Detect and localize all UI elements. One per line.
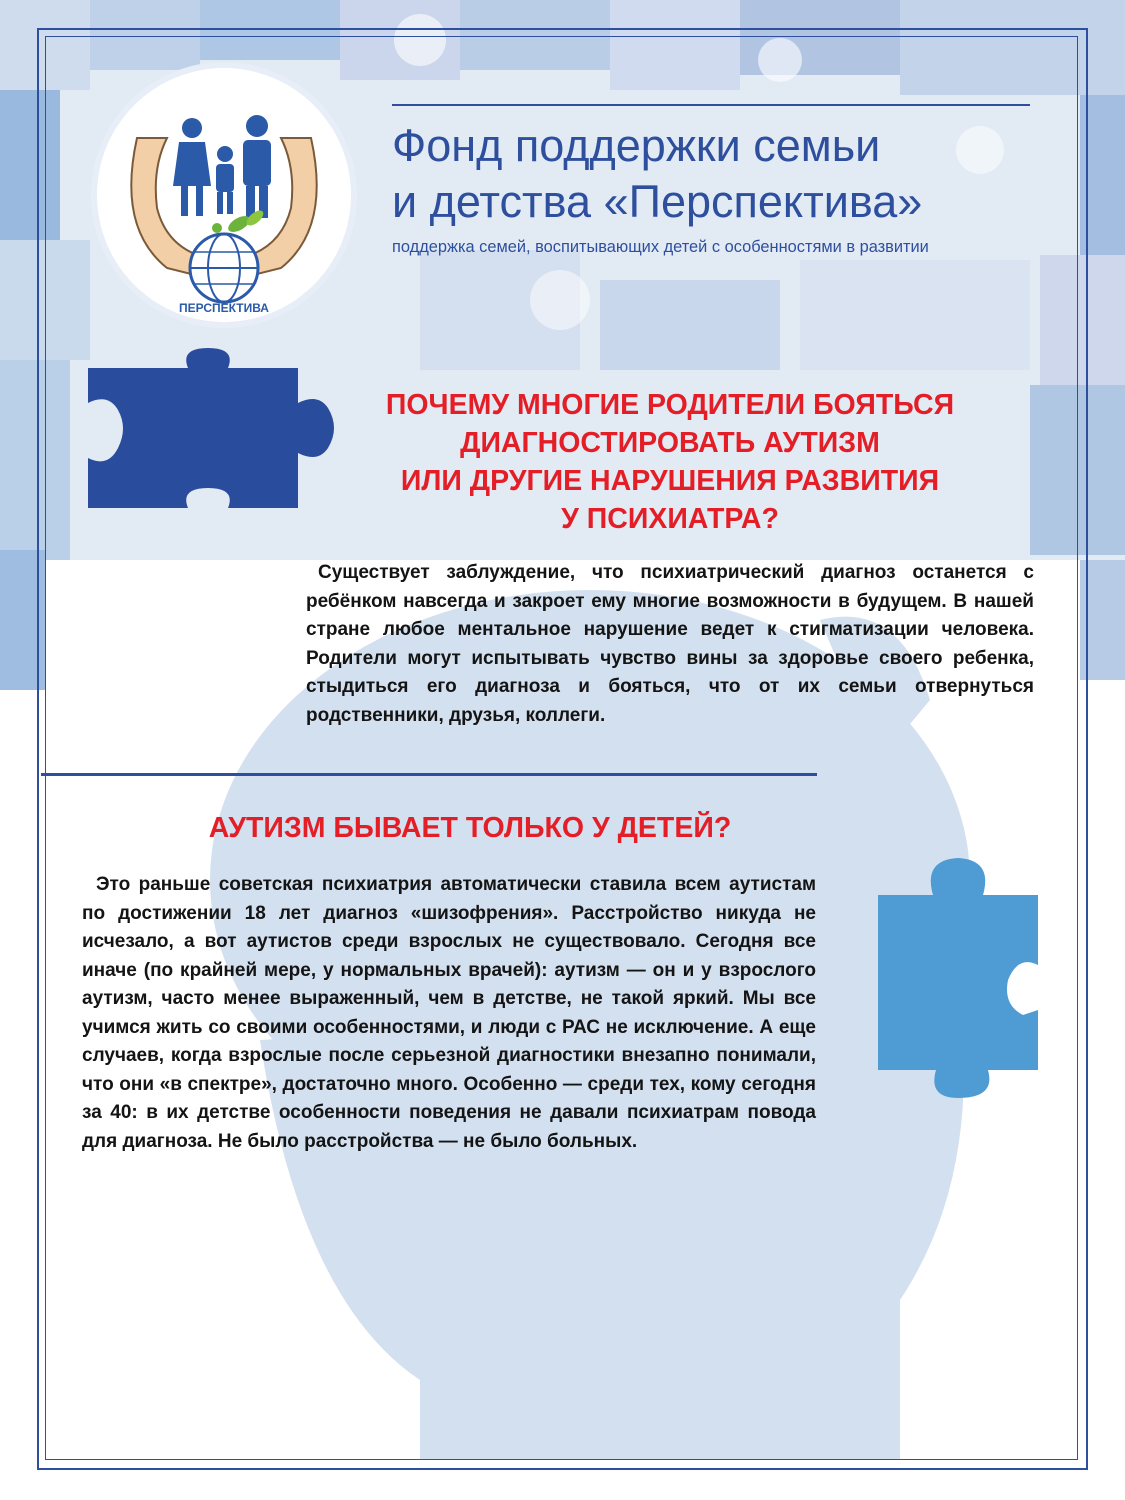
header-divider [392, 104, 1030, 106]
section2-body: Это раньше советская психиатрия автоматически ставила всем аутистам по достижении 18 лет диагноз «шизофрения». Расстройство никуда не исчезало, а вот аутистов среди взрослых не существовало. Сегодня все иначе (по крайней мере, у нормальных врачей): аутизм — он и у взрослого аутизм, часто менее выраженный, чем в детстве, не такой яркий. Мы все учимся жить со своими особенностями, и люди с РАС не исключение. А еще случаев, когда взрослые после серьезной диагностики внезапно понимали, что они «в спектре», достаточно много. Особенно — среди тех, кому сегодня за 40: в их детстве особенности поведения не давали психиатрам повода для диагноза. Не было расстройства — не было больных. [82, 874, 816, 1152]
section1-body: Существует заблуждение, что психиатрический диагноз останется с ребёнком навсегда и закроет ему многие возможности в будущем. В нашей стране любое ментальное нарушение ведет к стигматизации человека. Родители могут испытывать чувство вины за здоровье своего ребенка, стыдиться его диагноза и бояться, что от их семьи отвернуться родственники, друзья, коллеги. [306, 562, 1034, 726]
section-divider [41, 773, 817, 776]
puzzle-piece-light-blue-icon [878, 840, 1038, 1098]
org-title: Фонд поддержки семьи и детства «Перспектива» [392, 120, 923, 227]
puzzle-piece-dark-blue-icon [88, 348, 348, 508]
section1-heading: ПОЧЕМУ МНОГИЕ РОДИТЕЛИ БОЯТЬСЯ ДИАГНОСТИРОВАТЬ АУТИЗМ ИЛИ ДРУГИЕ НАРУШЕНИЯ РАЗВИТИЯ У ПСИХИАТРА? [385, 389, 955, 535]
org-subtitle: поддержка семей, воспитывающих детей с особенностями в развитии [392, 238, 929, 256]
section2-heading: АУТИЗМ БЫВАЕТ ТОЛЬКО У ДЕТЕЙ? [208, 812, 732, 844]
family-hands-logo [97, 68, 351, 322]
logo-text: ПЕРСПЕКТИВА [179, 301, 269, 315]
